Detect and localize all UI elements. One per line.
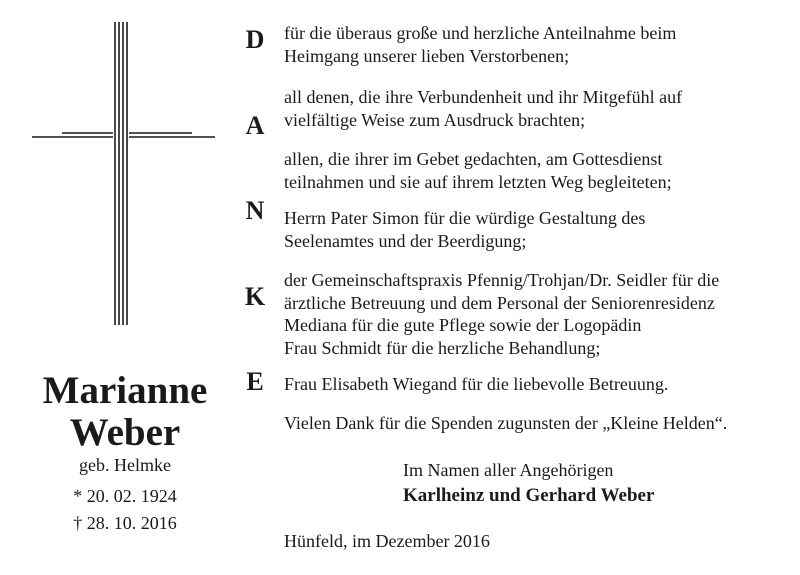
signature-names: Karlheinz und Gerhard Weber [403,485,655,506]
deceased-first-name: Marianne [42,369,208,412]
thanks-paragraph: der Gemeinschaftspraxis Pfennig/Trohjan/Dr. Seidler für die ärztliche Betreuung und dem Personal der Seniorenresidenz Mediana für die gute Pflege sowie der Logopädin Frau Schmidt für die herzliche Behandlung; [284,270,720,358]
birth-name: geb. Helmke [79,455,171,475]
dank-letter-e: E [246,367,264,396]
dank-letter-d: D [245,25,265,54]
thanks-paragraph: für die überaus große und herzliche Anteilnahme beim Heimgang unserer lieben Verstorbenen; [284,23,677,66]
death-date: † 28. 10. 2016 [73,513,177,533]
dank-letter-n: N [245,196,265,225]
cross-icon [0,0,240,340]
birth-date: * 20. 02. 1924 [73,486,177,506]
donation-note: Vielen Dank für die Spenden zugunsten der „Kleine Helden“. [284,413,728,433]
dank-letter-a: A [245,111,265,140]
dank-letter-k: K [244,282,266,311]
thanks-paragraph: Herrn Pater Simon für die würdige Gestaltung des Seelenamtes und der Beerdigung; [284,208,646,251]
deceased-last-name: Weber [69,411,181,454]
thanks-paragraph: Frau Elisabeth Wiegand für die liebevolle Betreuung. [284,374,669,394]
signature-line: Im Namen aller Angehörigen [403,460,614,480]
thanks-paragraph: allen, die ihrer im Gebet gedachten, am Gottesdienst teilnahmen und sie auf ihrem letzten Weg begleiteten; [284,149,672,192]
thanks-paragraph: all denen, die ihre Verbundenheit und ihr Mitgefühl auf vielfältige Weise zum Ausdruck brachten; [284,87,683,130]
place-date: Hünfeld, im Dezember 2016 [284,531,490,551]
